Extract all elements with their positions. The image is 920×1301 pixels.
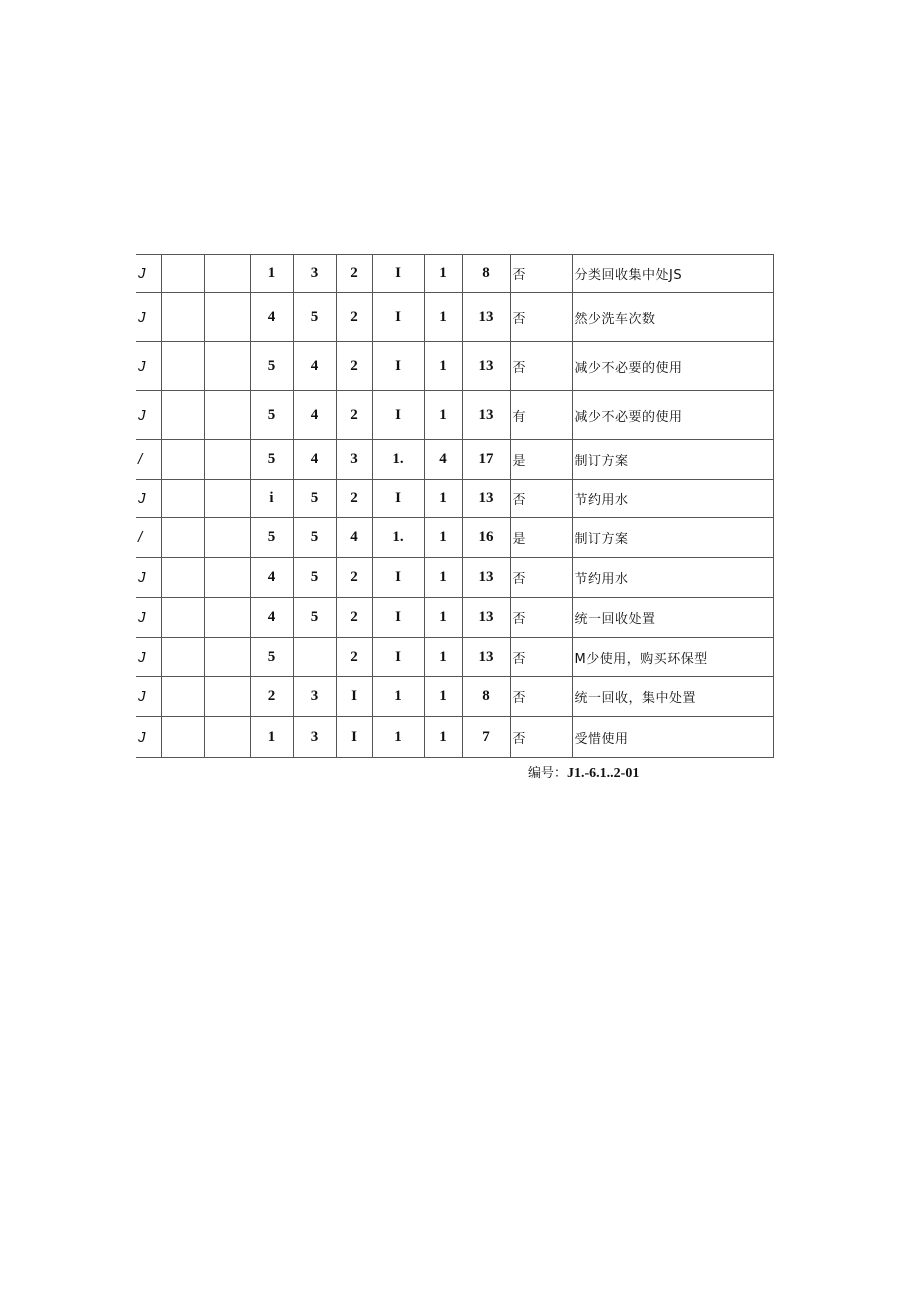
blank-cell-2: [204, 440, 250, 480]
blank-cell-1: [161, 293, 204, 342]
score-c: 2: [336, 598, 372, 638]
score-c: 2: [336, 255, 372, 293]
score-e: 1: [424, 638, 462, 677]
row-mark: J: [136, 638, 161, 677]
control-measure: 统一回收，集中处置: [572, 677, 773, 717]
score-total: 16: [462, 518, 510, 558]
score-c: I: [336, 677, 372, 717]
score-e: 1: [424, 255, 462, 293]
control-measure: 受惜使用: [572, 717, 773, 758]
blank-cell-2: [204, 293, 250, 342]
score-e: 1: [424, 293, 462, 342]
score-total: 13: [462, 342, 510, 391]
score-d: 1: [372, 717, 424, 758]
table-row: [136, 255, 773, 293]
blank-cell-1: [161, 255, 204, 293]
code-value: J1.-6.1..2-01: [567, 766, 640, 781]
control-measure: 节约用水: [572, 558, 773, 598]
control-measure: 然少洗车次数: [572, 293, 773, 342]
significance-flag: 否: [510, 717, 572, 758]
control-measure: M少使用，购买环保型: [572, 638, 773, 677]
significance-flag: 否: [510, 677, 572, 717]
table-row: [136, 717, 773, 758]
score-e: 1: [424, 717, 462, 758]
score-d: I: [372, 638, 424, 677]
score-total: 13: [462, 391, 510, 440]
score-e: 1: [424, 518, 462, 558]
blank-cell-2: [204, 558, 250, 598]
control-measure: 制订方案: [572, 440, 773, 480]
blank-cell-1: [161, 440, 204, 480]
blank-cell-1: [161, 638, 204, 677]
score-e: 1: [424, 480, 462, 518]
blank-cell-2: [204, 717, 250, 758]
table-row: [136, 293, 773, 342]
score-b: 3: [293, 677, 336, 717]
score-a: 2: [250, 677, 293, 717]
score-c: 2: [336, 342, 372, 391]
score-c: 2: [336, 558, 372, 598]
blank-cell-2: [204, 677, 250, 717]
score-e: 1: [424, 342, 462, 391]
score-a: 4: [250, 598, 293, 638]
blank-cell-1: [161, 677, 204, 717]
blank-cell-2: [204, 480, 250, 518]
row-mark: /: [136, 440, 161, 480]
score-e: 1: [424, 598, 462, 638]
blank-cell-2: [204, 255, 250, 293]
control-measure: 制订方案: [572, 518, 773, 558]
score-b: 5: [293, 518, 336, 558]
score-a: 5: [250, 342, 293, 391]
significance-flag: 否: [510, 638, 572, 677]
significance-flag: 否: [510, 558, 572, 598]
score-total: 8: [462, 255, 510, 293]
score-a: 5: [250, 440, 293, 480]
row-mark: J: [136, 598, 161, 638]
score-total: 17: [462, 440, 510, 480]
significance-flag: 否: [510, 255, 572, 293]
score-b: 4: [293, 342, 336, 391]
score-b: 4: [293, 440, 336, 480]
score-d: 1.: [372, 440, 424, 480]
blank-cell-2: [204, 391, 250, 440]
score-b: [293, 638, 336, 677]
control-measure: 节约用水: [572, 480, 773, 518]
score-e: 1: [424, 391, 462, 440]
score-e: 4: [424, 440, 462, 480]
score-d: 1.: [372, 518, 424, 558]
blank-cell-2: [204, 518, 250, 558]
blank-cell-1: [161, 558, 204, 598]
blank-cell-2: [204, 342, 250, 391]
control-measure: 减少不必要的使用: [572, 391, 773, 440]
table-body: [136, 255, 773, 758]
significance-flag: 否: [510, 598, 572, 638]
evaluation-table: [136, 254, 774, 758]
score-a: i: [250, 480, 293, 518]
row-mark: J: [136, 293, 161, 342]
score-a: 1: [250, 717, 293, 758]
row-mark: J: [136, 717, 161, 758]
score-d: I: [372, 480, 424, 518]
score-d: I: [372, 293, 424, 342]
table-row: [136, 391, 773, 440]
score-c: 2: [336, 391, 372, 440]
score-e: 1: [424, 677, 462, 717]
score-a: 4: [250, 293, 293, 342]
table-row: [136, 518, 773, 558]
row-mark: J: [136, 558, 161, 598]
table-row: [136, 558, 773, 598]
score-total: 7: [462, 717, 510, 758]
blank-cell-1: [161, 598, 204, 638]
table-row: [136, 342, 773, 391]
blank-cell-1: [161, 391, 204, 440]
significance-flag: 否: [510, 480, 572, 518]
blank-cell-2: [204, 638, 250, 677]
score-a: 1: [250, 255, 293, 293]
score-total: 13: [462, 638, 510, 677]
score-d: I: [372, 391, 424, 440]
significance-flag: 是: [510, 440, 572, 480]
blank-cell-1: [161, 717, 204, 758]
document-code: [528, 762, 639, 782]
row-mark: J: [136, 342, 161, 391]
score-c: 2: [336, 638, 372, 677]
score-total: 13: [462, 480, 510, 518]
table-row: [136, 480, 773, 518]
score-b: 5: [293, 293, 336, 342]
control-measure: 统一回收处置: [572, 598, 773, 638]
score-d: I: [372, 342, 424, 391]
table-row: [136, 677, 773, 717]
score-c: 2: [336, 293, 372, 342]
score-a: 5: [250, 638, 293, 677]
table-row: [136, 440, 773, 480]
score-total: 13: [462, 558, 510, 598]
score-c: I: [336, 717, 372, 758]
score-b: 4: [293, 391, 336, 440]
code-label: 编号：: [528, 766, 568, 781]
score-d: I: [372, 255, 424, 293]
control-measure: 分类回收集中处JS: [572, 255, 773, 293]
row-mark: /: [136, 518, 161, 558]
score-b: 5: [293, 480, 336, 518]
row-mark: J: [136, 480, 161, 518]
row-mark: J: [136, 255, 161, 293]
score-d: I: [372, 598, 424, 638]
blank-cell-2: [204, 598, 250, 638]
significance-flag: 否: [510, 342, 572, 391]
score-a: 5: [250, 518, 293, 558]
score-a: 4: [250, 558, 293, 598]
score-total: 8: [462, 677, 510, 717]
control-measure: 减少不必要的使用: [572, 342, 773, 391]
score-total: 13: [462, 293, 510, 342]
table-row: [136, 598, 773, 638]
score-b: 3: [293, 717, 336, 758]
score-d: 1: [372, 677, 424, 717]
score-b: 5: [293, 558, 336, 598]
score-b: 5: [293, 598, 336, 638]
score-b: 3: [293, 255, 336, 293]
significance-flag: 有: [510, 391, 572, 440]
row-mark: J: [136, 677, 161, 717]
score-e: 1: [424, 558, 462, 598]
table-row: [136, 638, 773, 677]
significance-flag: 否: [510, 293, 572, 342]
score-c: 3: [336, 440, 372, 480]
significance-flag: 是: [510, 518, 572, 558]
evaluation-table-section: [136, 254, 773, 758]
score-a: 5: [250, 391, 293, 440]
score-total: 13: [462, 598, 510, 638]
score-d: I: [372, 558, 424, 598]
blank-cell-1: [161, 480, 204, 518]
blank-cell-1: [161, 342, 204, 391]
score-c: 2: [336, 480, 372, 518]
blank-cell-1: [161, 518, 204, 558]
row-mark: J: [136, 391, 161, 440]
score-c: 4: [336, 518, 372, 558]
